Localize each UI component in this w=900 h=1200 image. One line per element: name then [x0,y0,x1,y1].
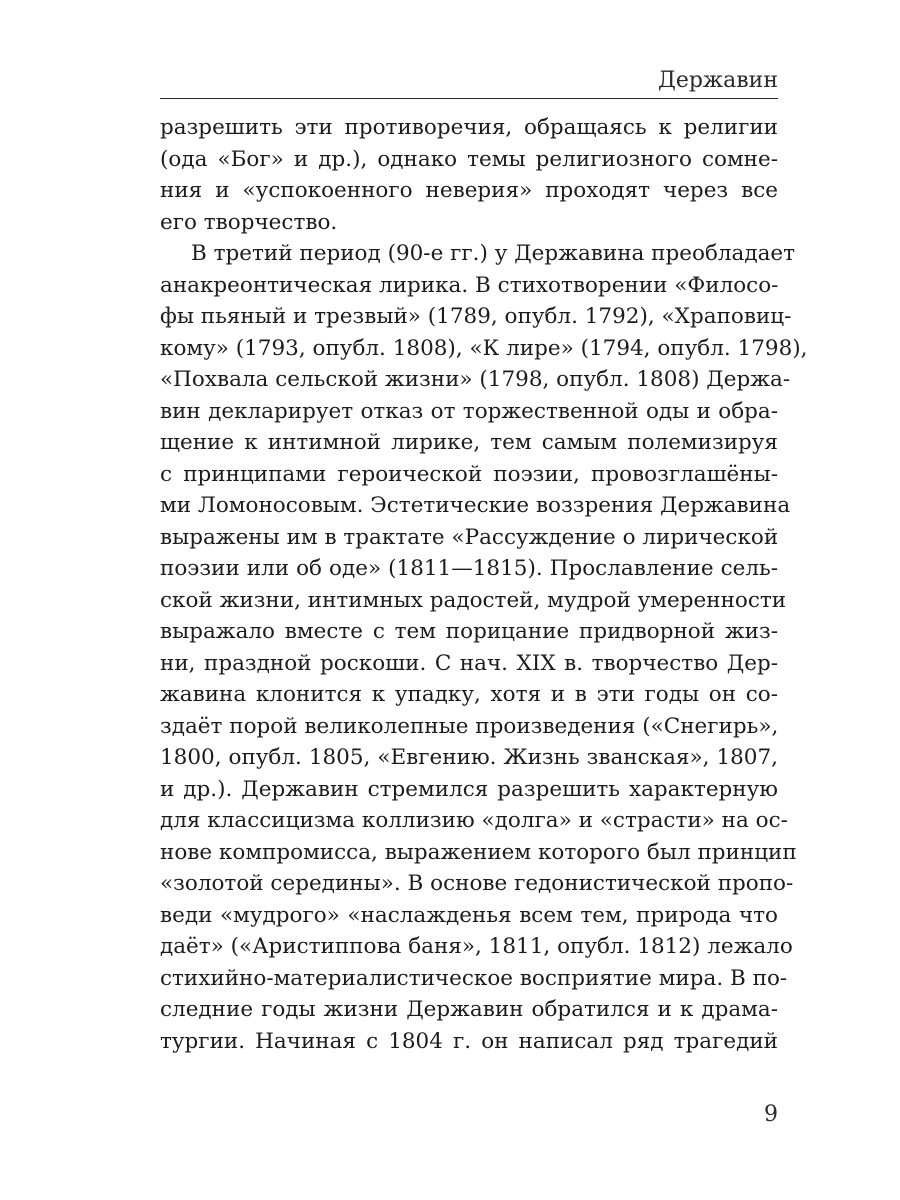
text-line: 1800, опубл. 1805, «Евгению. Жизнь званская», 1807, [160,745,778,770]
text-line: жавина клонится к упадку, хотя и в эти годы он со- [160,682,778,707]
header-rule [160,98,778,99]
paragraph-end-line: его творчество. [160,209,338,235]
text-line: с принципами героической поэзии, провозглашёны- [160,461,778,487]
text-line: веди «мудрого» «наслажденья всем тем, природа что [160,902,778,928]
text-line: следние годы жизни Державин обратился и к драма- [160,997,778,1022]
text-line: ми Ломоносовым. Эстетические воззрения Державина [160,493,791,518]
text-line: ни, праздной роскоши. С нач. XIX в. творчество Дер- [160,650,778,676]
text-line: «золотой середины». В основе гедонистической пропо- [160,871,794,896]
page-number: 9 [764,1102,778,1127]
text-line: здаёт порой великолепные произведения («Снегирь», [160,713,779,739]
text-line: кому» (1793, опубл. 1808), «К лире» (1794, опубл. 1798), [160,335,808,361]
text-line: «Похвала сельской жизни» (1798, опубл. 1808) Держа- [160,367,791,392]
text-line: для классицизма коллизию «долга» и «страсти» на ос- [160,808,788,833]
text-line: фы пьяный и трезвый» (1789, опубл. 1792), «Храповиц- [160,304,792,329]
body-text [160,112,808,1057]
text-line: анакреонтическая лирика. В стихотворении «Филосо- [160,272,779,298]
text-line: разрешить эти противоречия, обращаясь к религии [160,115,778,140]
text-line: ской жизни, интимных радостей, мудрой умеренности [160,587,787,613]
text-line: вин декларирует отказ от торжественной оды и обра- [160,398,778,424]
text-line: тургии. Начиная с 1804 г. он написал ряд трагедий [160,1028,778,1054]
text-line: щение к интимной лирике, тем самым полемизируя [160,430,778,455]
text-line: выражены им в трактате «Рассуждение о лирической [160,524,779,550]
paragraph-first-line: В третий период (90-е гг.) у Державина преобладает [191,241,796,266]
running-head-title: Державин [657,68,778,93]
text-line: ния и «успокоенного неверия» проходят через все [160,178,778,203]
text-line: даёт» («Аристиппова баня», 1811, опубл. 1812) лежало [160,934,793,959]
text-line: (ода «Бог» и др.), однако темы религиозного сомне- [160,146,778,172]
text-line: выражало вместе с тем порицание придворной жиз- [160,619,778,644]
text-line: нове компромисса, выражением которого был принцип [160,839,797,865]
text-line: поэзии или об оде» (1811—1815). Прославление сель- [160,556,778,581]
text-line: стихийно-материалистическое восприятие мира. В по- [160,965,788,991]
text-line: и др.). Державин стремился разрешить характерную [160,776,778,802]
